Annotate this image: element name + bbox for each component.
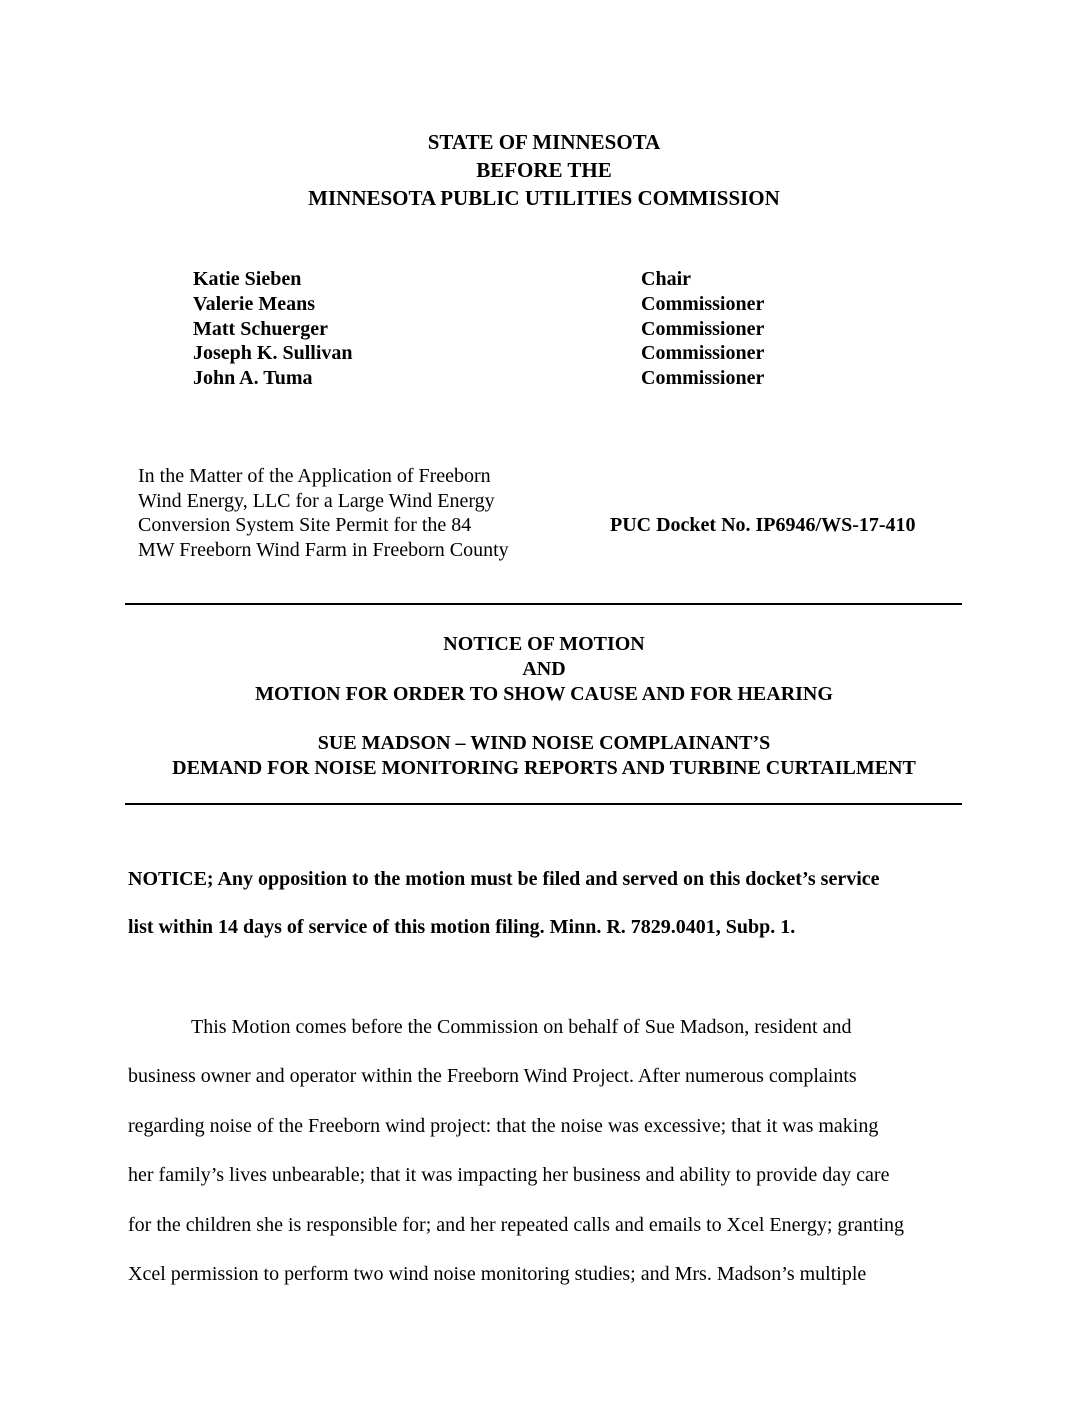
commissioner-name: Valerie Means (193, 292, 316, 315)
body-line: for the children she is responsible for; and her repeated calls and emails to Xcel Energy; granting (128, 1213, 905, 1236)
commissioner-role: Commissioner (641, 317, 765, 340)
notice-line: list within 14 days of service of this motion filing. Minn. R. 7829.0401, Subp. 1. (128, 916, 796, 938)
bottom-divider (125, 803, 962, 805)
commissioner-row (193, 292, 833, 317)
notice-line: NOTICE; Any opposition to the motion must be filed and served on this docket’s service (128, 868, 880, 890)
commissioner-role: Commissioner (641, 292, 765, 315)
heading-commission: MINNESOTA PUBLIC UTILITIES COMMISSION (308, 186, 780, 210)
motion-title-line: AND (522, 658, 566, 680)
matter-line: Conversion System Site Permit for the 84 (138, 514, 472, 536)
matter-caption (138, 464, 558, 562)
commissioner-name: Matt Schuerger (193, 317, 328, 340)
heading-state: STATE OF MINNESOTA (427, 130, 661, 154)
matter-line: Wind Energy, LLC for a Large Wind Energy (138, 489, 495, 512)
motion-title-line: NOTICE OF MOTION (443, 633, 645, 655)
commissioner-name: Katie Sieben (193, 268, 302, 290)
heading-before: BEFORE THE (476, 158, 612, 182)
body-line: This Motion comes before the Commission on behalf of Sue Madson, resident and (191, 1016, 852, 1038)
body-line: Xcel permission to perform two wind noise monitoring studies; and Mrs. Madson’s multiple (128, 1263, 867, 1286)
commissioner-row (193, 341, 833, 366)
complainant-title (0, 731, 1088, 781)
motion-title (0, 632, 1088, 707)
commissioner-name: Joseph K. Sullivan (193, 342, 353, 365)
commissioner-role: Chair (641, 268, 691, 290)
commissioner-role: Commissioner (641, 367, 765, 390)
document-heading (0, 128, 1088, 212)
notice-paragraph (128, 855, 968, 951)
body-paragraph (128, 1003, 968, 1299)
matter-line: In the Matter of the Application of Freeborn (138, 465, 491, 487)
commissioner-list (193, 267, 833, 391)
commissioner-row (193, 267, 833, 292)
commissioner-name: John A. Tuma (193, 367, 313, 390)
commissioner-role: Commissioner (641, 342, 765, 365)
motion-title-line: MOTION FOR ORDER TO SHOW CAUSE AND FOR HEARING (255, 683, 833, 705)
docket-number: PUC Docket No. IP6946/WS-17-410 (610, 514, 916, 536)
body-line: her family’s lives unbearable; that it was impacting her business and ability to provide day care (128, 1164, 890, 1187)
body-line: business owner and operator within the Freeborn Wind Project. After numerous complaints (128, 1065, 857, 1088)
commissioner-row (193, 317, 833, 342)
body-line: regarding noise of the Freeborn wind project: that the noise was excessive; that it was making (128, 1114, 879, 1137)
complainant-line: SUE MADSON – WIND NOISE COMPLAINANT’S (317, 732, 771, 754)
commissioner-row (193, 366, 833, 391)
top-divider (125, 603, 962, 605)
complainant-line: DEMAND FOR NOISE MONITORING REPORTS AND TURBINE CURTAILMENT (172, 757, 916, 779)
matter-line: MW Freeborn Wind Farm in Freeborn County (138, 538, 509, 561)
